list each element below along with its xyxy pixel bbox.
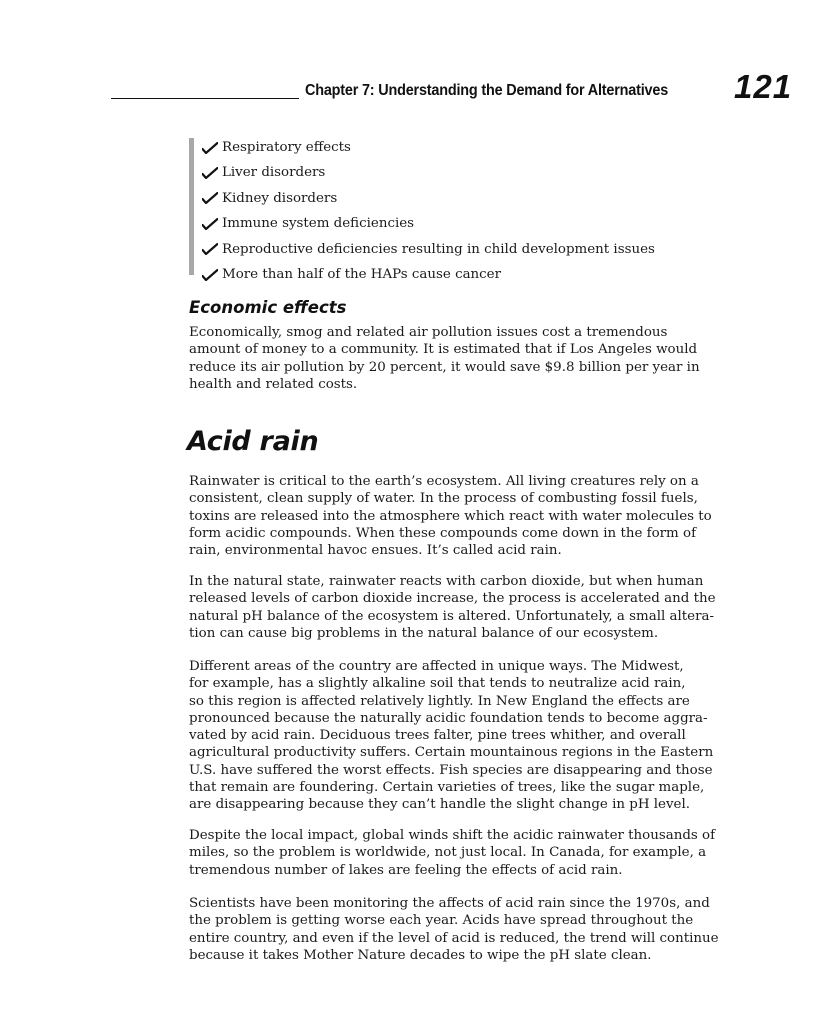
checkmark-icon xyxy=(202,167,218,179)
text-line: for example, has a slightly alkaline soil that tends to neutralize acid rain, xyxy=(189,676,686,692)
text-line: because it takes Mother Nature decades to wipe the pH slate clean. xyxy=(189,947,652,963)
text-line: Different areas of the country are affected in unique ways. The Midwest, xyxy=(189,659,684,674)
list-item xyxy=(202,186,749,211)
text-line: reduce its air pollution by 20 percent, it would save $9.8 billion per year in xyxy=(189,359,700,375)
text-line: natural pH balance of the ecosystem is altered. Unfortunately, a small altera- xyxy=(189,608,714,624)
text-line: tion can cause big problems in the natural balance of our ecosystem. xyxy=(189,625,659,641)
text-line: Rainwater is critical to the earth’s ecosystem. All living creatures rely on a xyxy=(189,474,699,489)
text-line: released levels of carbon dioxide increase, the process is accelerated and the xyxy=(189,591,716,607)
text-line: amount of money to a community. It is estimated that if Los Angeles would xyxy=(189,342,698,358)
text-line: so this region is affected relatively lightly. In New England the effects are xyxy=(189,693,690,709)
section-subheading: Economic effects xyxy=(189,298,347,317)
text-line: form acidic compounds. When these compounds come down in the form of xyxy=(189,525,697,541)
text-line: In the natural state, rainwater reacts with carbon dioxide, but when human xyxy=(189,574,704,589)
bullet-text: Kidney disorders xyxy=(222,190,338,206)
text-line: are disappearing because they can’t handle the slight change in pH level. xyxy=(189,797,690,813)
text-line: tremendous number of lakes are feeling the effects of acid rain. xyxy=(189,862,623,878)
text-line: Scientists have been monitoring the affects of acid rain since the 1970s, and xyxy=(189,896,710,911)
checkmark-icon xyxy=(202,243,218,255)
text-line: that remain are foundering. Certain varieties of trees, like the sugar maple, xyxy=(189,780,705,796)
list-item xyxy=(202,135,749,160)
text-line: pronounced because the naturally acidic foundation tends to become aggra- xyxy=(189,710,708,726)
text-line: U.S. have suffered the worst effects. Fish species are disappearing and those xyxy=(189,762,713,778)
text-line: Economically, smog and related air pollution issues cost a tremendous xyxy=(189,325,668,340)
text-line: miles, so the problem is worldwide, not just local. In Canada, for example, a xyxy=(189,845,707,861)
checkmark-icon xyxy=(202,192,218,204)
text-line: vated by acid rain. Deciduous trees falter, pine trees whither, and overall xyxy=(189,728,686,744)
bullet-text: Respiratory effects xyxy=(222,140,351,155)
text-line: health and related costs. xyxy=(189,376,358,392)
list-item xyxy=(202,262,749,287)
list-item xyxy=(202,160,749,185)
paragraph-1 xyxy=(189,473,712,559)
bullet-text: Reproductive deficiencies resulting in child development issues xyxy=(222,241,655,257)
bullet-text: Immune system deficiencies xyxy=(222,216,415,232)
paragraph-3 xyxy=(189,658,713,814)
list-item xyxy=(202,237,749,262)
bullet-list xyxy=(189,135,749,287)
paragraph-5 xyxy=(189,895,719,964)
text-line: Despite the local impact, global winds shift the acidic rainwater thousands of xyxy=(189,828,716,843)
bullet-text: Liver disorders xyxy=(222,165,326,181)
bullet-text: More than half of the HAPs cause cancer xyxy=(222,266,502,282)
text-line: rain, environmental havoc ensues. It’s called acid rain. xyxy=(189,543,562,559)
page-number: 121 xyxy=(734,68,793,105)
header-rule xyxy=(111,98,299,99)
text-line: toxins are released into the atmosphere which react with water molecules to xyxy=(189,508,712,524)
paragraph-2 xyxy=(189,573,716,642)
list-item xyxy=(202,211,749,236)
checkmark-icon xyxy=(202,269,218,281)
text-line: entire country, and even if the level of acid is reduced, the trend will continue xyxy=(189,930,719,946)
checkmark-icon xyxy=(202,218,218,230)
text-line: consistent, clean supply of water. In the process of combusting fossil fuels, xyxy=(189,491,698,507)
paragraph-economic xyxy=(189,324,700,393)
running-head: Chapter 7: Understanding the Demand for Alternatives xyxy=(305,82,669,99)
text-line: the problem is getting worse each year. Acids have spread throughout the xyxy=(189,913,694,929)
text-line: agricultural productivity suffers. Certain mountainous regions in the Eastern xyxy=(189,745,714,761)
paragraph-4 xyxy=(189,827,715,879)
sidebar-bar xyxy=(189,138,194,275)
section-heading: Acid rain xyxy=(187,426,319,457)
bullet-block xyxy=(189,135,749,287)
checkmark-icon xyxy=(202,142,218,154)
